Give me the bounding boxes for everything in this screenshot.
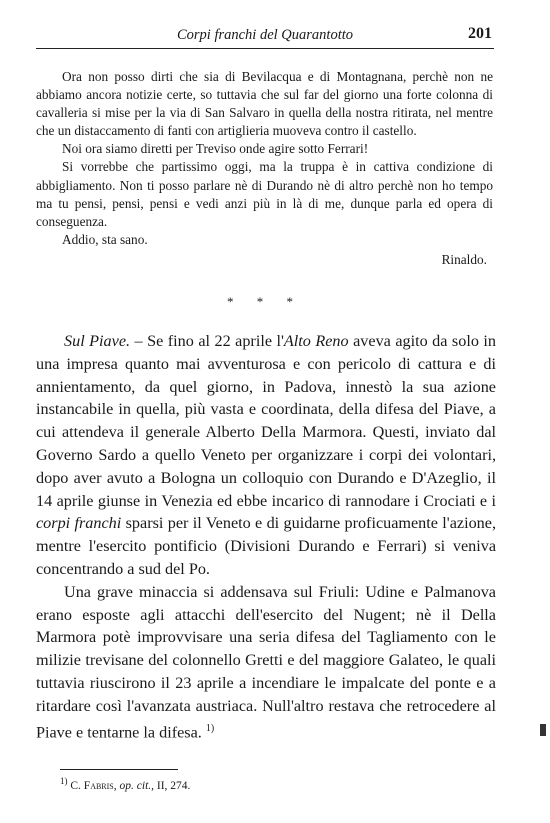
letter-signature: Rinaldo. bbox=[441, 251, 487, 267]
letter-paragraph: Si vorrebbe che partissimo oggi, ma la truppa è in cattiva condizione di abbigliamento. Non ti posso parlare nè di Durando nè di altro perchè non ho tempo ma tu pensi, pensi, pensi e vedi anzi più in là di me, dunque parla ed opera di conseguenza. bbox=[36, 159, 493, 229]
letter-paragraph: Addio, sta sano. bbox=[62, 231, 148, 247]
body-paragraph bbox=[36, 581, 496, 744]
body-paragraph bbox=[36, 330, 496, 581]
footnote-marker: 1) bbox=[60, 776, 68, 786]
footnote bbox=[60, 776, 490, 792]
section-label: Sul Piave. bbox=[64, 332, 131, 350]
footnote-reference[interactable]: 1) bbox=[205, 722, 215, 734]
quoted-letter bbox=[36, 68, 493, 269]
footnote-pages: II, 274. bbox=[156, 779, 191, 792]
margin-mark bbox=[540, 724, 546, 736]
italic-run: Alto Reno bbox=[283, 332, 349, 350]
footnote-author: C. Fabris, bbox=[70, 779, 117, 792]
page-number: 201 bbox=[468, 25, 492, 42]
letter-paragraph: Ora non posso dirti che sia di Bevilacqua e di Montagnana, perchè non ne abbiamo ancora notizie certe, so tuttavia che sul far del giorno una forte colonna di cavalleria si mise per la via di San Salvaro in quella della nostra ritirata, nel mentre che un distaccamento di fanti con artiglieria muoveva contro il castello. bbox=[36, 69, 493, 139]
text-run: sparsi per il Veneto e di guidarne proficuamente l'azione, mentre l'esercito pontificio (Divisioni Durando e Ferrari) si veniva concentrando a sud del Po. bbox=[36, 514, 496, 578]
page-header bbox=[36, 24, 494, 49]
text-run: – Se fino al 22 aprile l' bbox=[130, 332, 284, 350]
text-run: aveva agito da solo in una impresa quanto mai avventurosa e con pericolo di cattura e di annientamento, da quel giorno, in Padova, innestò la sua azione instancabile in quella, più vasta e coordinata, della difesa del Piave, a cui attendeva il generale Alberto Della Marmora. Questi, inviato dal Governo Sardo a quello Veneto per organizzare i corpi dei volontari, dopo aver avuto a Bologna un colloquio con Durando e D'Azeglio, il 14 aprile giunse in Venezia ed ebbe incarico di rannodare i Crociati e i bbox=[36, 332, 496, 510]
footnote-rule bbox=[60, 769, 178, 770]
main-text bbox=[36, 330, 496, 744]
section-separator: * * * bbox=[227, 294, 303, 309]
letter-paragraph: Noi ora siamo diretti per Treviso onde agire sotto Ferrari! bbox=[62, 141, 369, 157]
running-title: Corpi franchi del Quarantotto bbox=[176, 27, 354, 43]
italic-run: corpi franchi bbox=[36, 514, 122, 533]
text-run: Una grave minaccia si addensava sul Friuli: Udine e Palmanova erano esposte agli attacchi dell'esercito del Nugent; nè il Della Marmora potè improvvisare una seria difesa del Tagliamento con le milizie trevisane del colonnello Gretti e del maggiore Galateo, le quali tuttavia riuscirono il 23 aprile a incendiare le impalcate del ponte e a ritardare così l'avanzata austriaca. Null'altro restava che retrocedere al Piave e tentarne la difesa. bbox=[36, 582, 496, 741]
footnote-citation: op. cit., bbox=[119, 779, 155, 792]
